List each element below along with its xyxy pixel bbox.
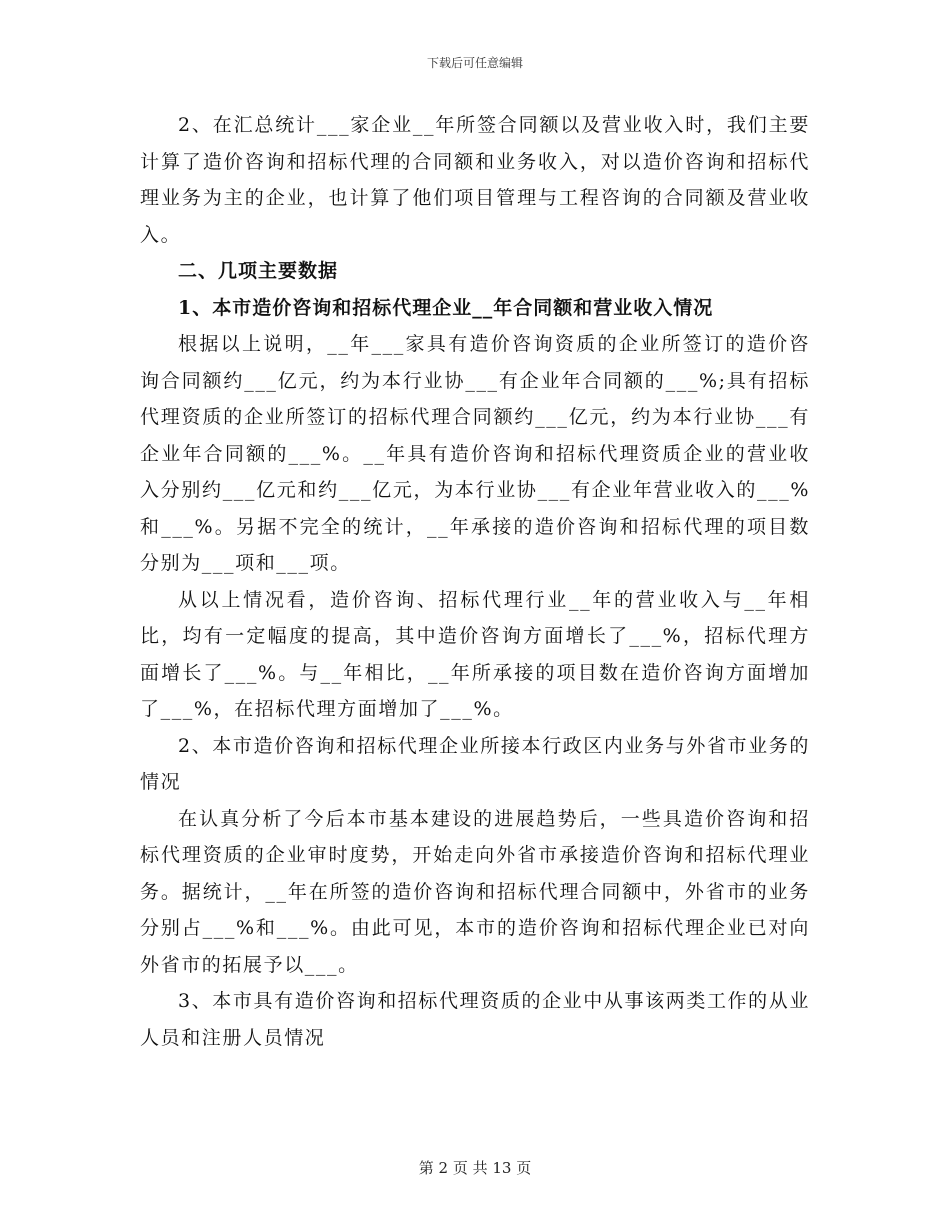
page-footer: 第 2 页 共 13 页 [418, 1159, 532, 1177]
subheading-contract-revenue: 1、本市造价咨询和招标代理企业__年合同额和营业收入情况 [178, 296, 714, 319]
subheading-staff: 3、本市具有造价咨询和招标代理资质的企业中从事该两类工作的从业人员和注册人员情况 [140, 990, 810, 1049]
section-heading-key-data: 二、几项主要数据 [178, 260, 339, 282]
paragraph-summary-note: 2、在汇总统计___家企业__年所签合同额以及营业收入时，我们主要计算了造价咨询和招标代理的合同额和业务收入，对以造价咨询和招标代理业务为主的企业，也计算了他们项目管理与工程咨询的合同额及营业收入。 [140, 114, 810, 246]
paragraph-growth-analysis: 从以上情况看，造价咨询、招标代理行业__年的营业收入与__年相比，均有一定幅度的提高，其中造价咨询方面增长了___%，招标代理方面增长了___%。与__年相比，__年所承接的项目数在造价咨询方面增加了___%，在招标代理方面增加了___%。 [140, 588, 810, 720]
paragraph-contract-revenue: 根据以上说明，__年___家具有造价咨询资质的企业所签订的造价咨询合同额约___亿元，约为本行业协___有企业年合同额的___%;具有招标代理资质的企业所签订的招标代理合同额约___亿元，约为本行业协___有企业年合同额的___%。__年具有造价咨询和招标代理资质企业的营业收入分别约___亿元和约___亿元，为本行业协___有企业年营业收入的___%和___%。另据不完全的统计，__年承接的造价咨询和招标代理的项目数分别为___项和___项。 [140, 333, 810, 574]
paragraph-external-business: 在认真分析了今后本市基本建设的进展趋势后，一些具造价咨询和招标代理资质的企业审时度势，开始走向外省市承接造价咨询和招标代理业务。据统计，__年在所签的造价咨询和招标代理合同额中，外省市的业务分别占___%和___%。由此可见，本市的造价咨询和招标代理企业已对向外省市的拓展予以___。 [140, 807, 810, 976]
document-body [140, 107, 810, 1056]
page-header: 下载后可任意编辑 [426, 56, 523, 70]
subheading-local-vs-external: 2、本市造价咨询和招标代理企业所接本行政区内业务与外省市业务的情况 [140, 734, 810, 793]
